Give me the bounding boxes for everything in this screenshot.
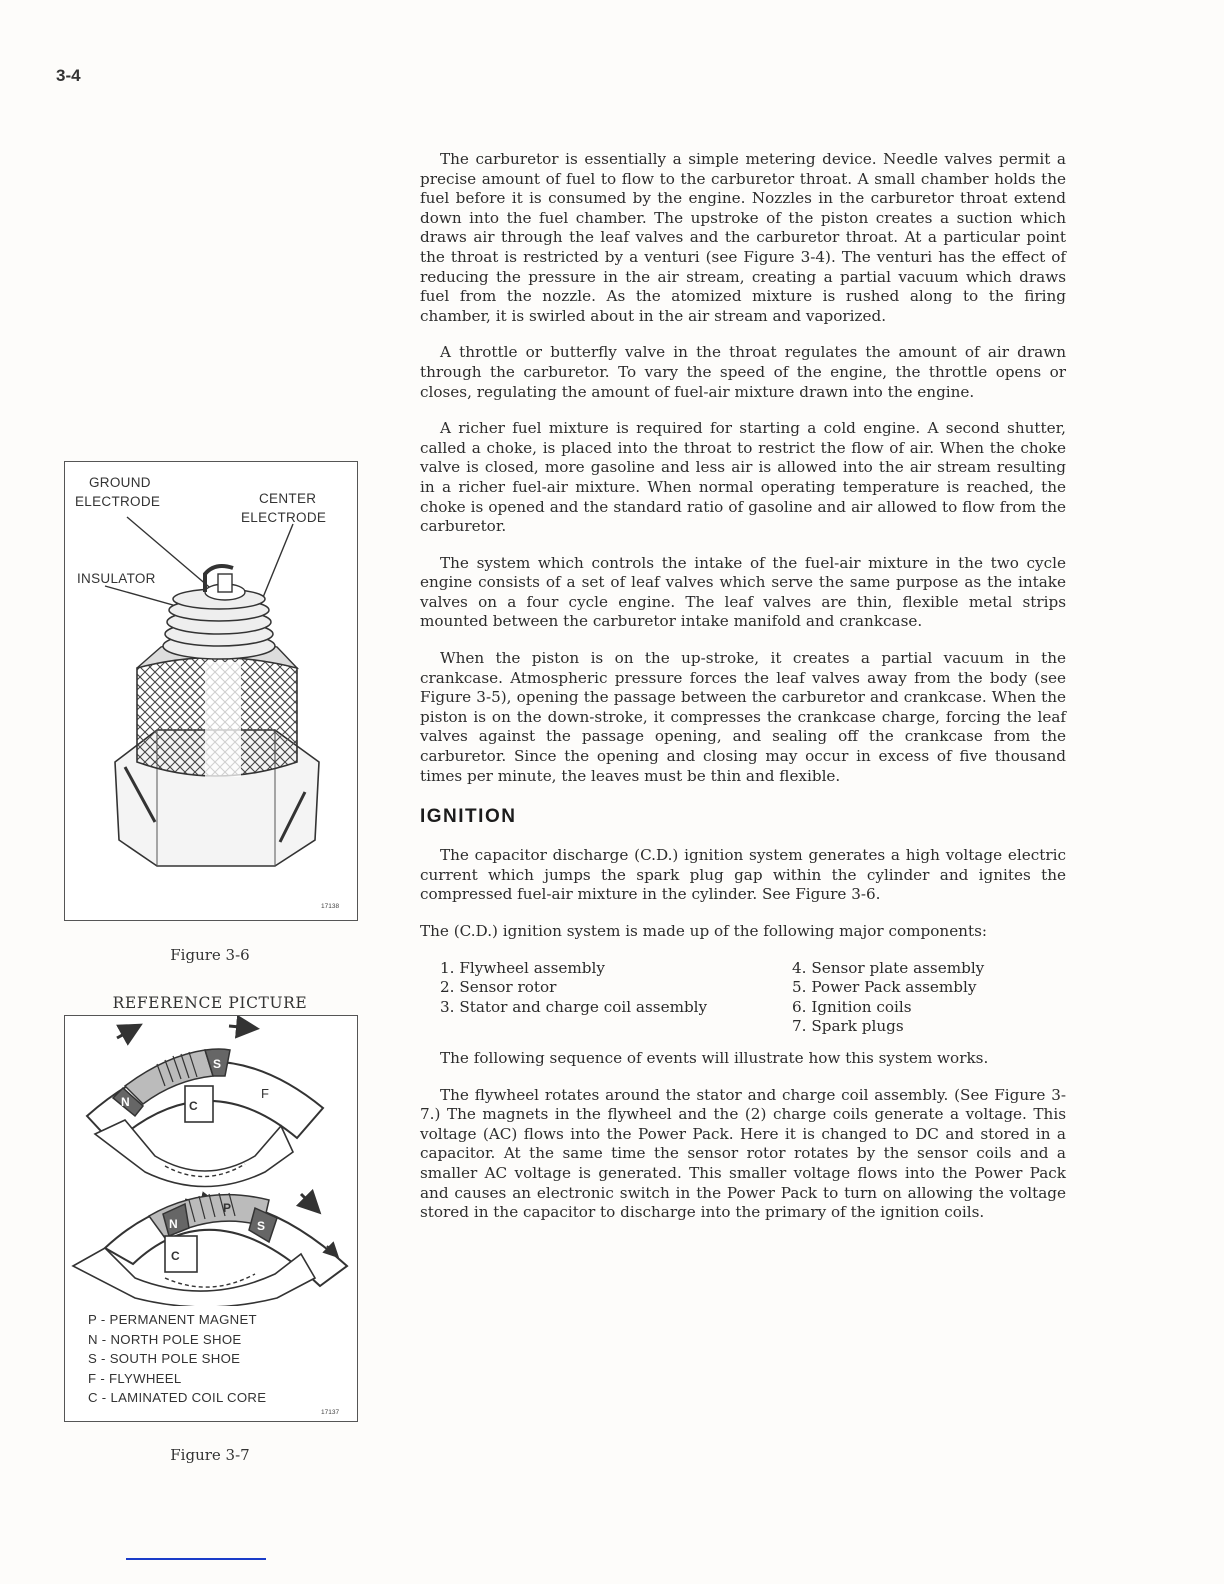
figure-legend xyxy=(88,1310,266,1408)
label-ground-electrode-line1: GROUND xyxy=(89,475,151,490)
label-center-electrode-line2: ELECTRODE xyxy=(241,510,327,525)
label-insulator: INSULATOR xyxy=(77,571,156,586)
legend-item-north-pole-shoe: N - NORTH POLE SHOE xyxy=(88,1331,242,1347)
paragraph-cd-ignition: The capacitor discharge (C.D.) ignition system generates a high voltage electric current which jumps the spark plug gap within the cylinder and ignites the compressed fuel-air mixture in the cylinder. See Figure 3-6. xyxy=(420,846,1066,904)
paragraph-components-intro: The (C.D.) ignition system is made up of the following major components: xyxy=(420,922,987,940)
spark-plug-drawing xyxy=(65,462,357,920)
label-center-electrode-line1: CENTER xyxy=(259,491,317,506)
letter-p-lower: P xyxy=(223,1201,232,1215)
list-item: 7. Spark plugs xyxy=(792,1017,904,1036)
list-item: 1. Flywheel assembly xyxy=(440,958,605,977)
legend-item-permanent-magnet: P - PERMANENT MAGNET xyxy=(88,1312,257,1327)
letter-s-upper: S xyxy=(213,1057,222,1071)
paragraph-flywheel-sequence: The flywheel rotates around the stator and charge coil assembly. (See Figure 3-7.) The magnets in the flywheel and the (2) charge coils generate a voltage. This voltage (AC) flows into the Power Pack. Here it is changed to DC and stored in a capacitor. At the same time the sensor rotor rotates by the sensor coils and a smaller AC voltage is generated. This smaller voltage flows into the Power Pack and causes an electronic switch in the Power Pack to turn on allowing the voltage stored in the capacitor to discharge into the primary of the ignition coils. xyxy=(420,1085,1066,1222)
list-item: 2. Sensor rotor xyxy=(440,978,557,997)
footer-rule xyxy=(126,1558,266,1560)
letter-s-lower: S xyxy=(257,1219,266,1233)
components-list-right xyxy=(792,959,1052,1037)
paragraph-leaf-valves: The system which controls the intake of the fuel-air mixture in the two cycle engine consists of a set of leaf valves which serve the same purpose as the intake valves on a four cycle engine. The leaf valves are thin, flexible metal strips mounted between the carburetor intake manifold and crankcase. xyxy=(420,553,1066,631)
list-item: 3. Stator and charge coil assembly xyxy=(440,997,708,1016)
legend-item-south-pole-shoe: S - SOUTH POLE SHOE xyxy=(88,1351,241,1367)
section-heading-ignition: IGNITION xyxy=(420,806,517,828)
figure-caption-3-7: Figure 3-7 xyxy=(170,1446,250,1464)
page-number: 3-4 xyxy=(56,66,81,85)
flywheel-diagram xyxy=(65,1016,357,1306)
letter-n-lower: N xyxy=(169,1217,178,1231)
components-list-left xyxy=(440,959,792,1037)
list-item: 6. Ignition coils xyxy=(792,997,912,1016)
paragraph-carburetor: The carburetor is essentially a simple metering device. Needle valves permit a precise amount of fuel to flow to the carburetor throat. A small chamber holds the fuel before it is consumed by the engine. Nozzles in the carburetor throat extend down into the fuel chamber. The upstroke of the piston creates a suction which draws air through the leaf valves and the carburetor throat. At a particular point the throat is restricted by a venturi (see Figure 3-4). The venturi has the effect of reducing the pressure in the air stream, creating a partial vacuum which draws fuel from the nozzle. As the atomized mixture is rushed along to the firing chamber, it is swirled about in the air stream and vaporized. xyxy=(420,150,1066,325)
letter-c-upper: C xyxy=(189,1099,198,1113)
legend-item-flywheel: F - FLYWHEEL xyxy=(88,1370,182,1386)
figure-spark-plug xyxy=(64,461,358,921)
paragraph-sequence-intro: The following sequence of events will illustrate how this system works. xyxy=(440,1048,989,1067)
label-ground-electrode-line2: ELECTRODE xyxy=(75,494,161,509)
legend-item-laminated-coil-core: C - LAMINATED COIL CORE xyxy=(88,1390,267,1406)
list-item: 4. Sensor plate assembly xyxy=(792,958,985,977)
paragraph-throttle: A throttle or butterfly valve in the throat regulates the amount of air drawn through the carburetor. To vary the speed of the engine, the throttle opens or closes, regulating the amount of fuel-air mixture drawn into the engine. xyxy=(420,343,1066,401)
paragraph-piston-stroke: When the piston is on the up-stroke, it creates a partial vacuum in the crankcase. Atmospheric pressure forces the leaf valves away from the body (see Figure 3-5), opening the passage between the carburetor and crankcase. When the piston is on the down-stroke, it compresses the crankcase charge, forcing the leaf valves against the passage opening, and sealing off the crankcase from the carburetor. Since the opening and closing may occur in excess of five thousand times per minute, the leaves must be thin and flexible. xyxy=(420,649,1066,785)
figure-code: 17137 xyxy=(321,1409,340,1416)
letter-n-upper: N xyxy=(121,1095,130,1109)
letter-c-lower: C xyxy=(171,1249,180,1263)
figure-code: 17138 xyxy=(321,903,340,910)
components-list xyxy=(440,959,1066,1037)
figure-caption-3-6: Figure 3-6 xyxy=(170,946,250,964)
letter-f-upper: F xyxy=(261,1086,269,1101)
paragraph-choke: A richer fuel mixture is required for starting a cold engine. A second shutter, called a choke, is placed into the throat to restrict the flow of air. When the choke valve is closed, more gasoline and less air is allowed into the air stream resulting in a richer fuel-air mixture. When normal operating temperature is reached, the choke is opened and the standard ratio of gasoline and air allowed to flow from the carburetor. xyxy=(420,419,1066,536)
list-item: 5. Power Pack assembly xyxy=(792,978,977,997)
main-text-column xyxy=(420,150,1066,1240)
reference-picture-title: REFERENCE PICTURE xyxy=(112,994,308,1012)
